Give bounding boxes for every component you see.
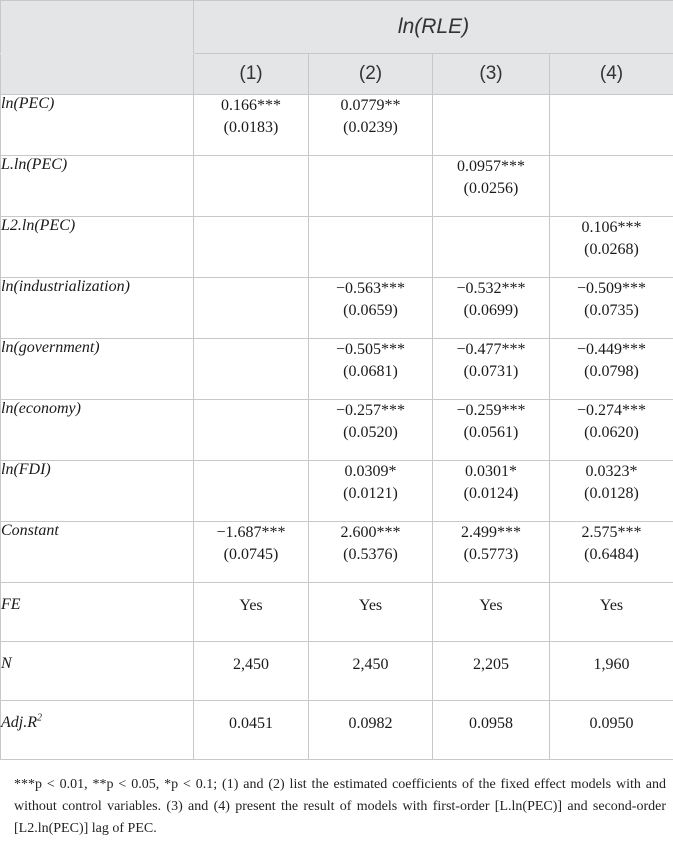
table-cell: 0.0451 xyxy=(194,701,309,760)
standard-error: (0.0256) xyxy=(463,180,519,197)
coefficient: 0.106*** xyxy=(581,219,642,236)
table-cell xyxy=(433,156,550,217)
table-cell xyxy=(194,522,309,583)
coefficient: −0.449*** xyxy=(576,341,647,358)
table-row xyxy=(1,278,673,339)
coefficient: 2.600*** xyxy=(340,524,401,541)
row-label-main: Adj.R xyxy=(1,714,37,731)
column-header: (3) xyxy=(433,54,550,95)
table-cell xyxy=(194,400,309,461)
table-cell: 2,450 xyxy=(194,642,309,701)
table-cell xyxy=(550,522,673,583)
table-cell xyxy=(550,461,673,522)
coefficient: −0.274*** xyxy=(576,402,647,419)
coefficient: 0.0779** xyxy=(340,97,401,114)
table-cell xyxy=(550,278,673,339)
row-label: L2.ln(PEC) xyxy=(1,217,194,278)
header-blank-cell xyxy=(1,1,194,54)
coefficient: −0.563*** xyxy=(335,280,406,297)
table-cell xyxy=(550,339,673,400)
coefficient: −1.687*** xyxy=(216,524,286,541)
table-cell xyxy=(309,156,433,217)
table-cell xyxy=(194,217,309,278)
row-label: Constant xyxy=(1,522,194,583)
dependent-variable-header: ln(RLE) xyxy=(194,1,673,54)
table-cell xyxy=(433,217,550,278)
standard-error: (0.0561) xyxy=(463,424,519,441)
summary-row-n xyxy=(1,642,673,701)
table-cell xyxy=(433,461,550,522)
coefficient: −0.532*** xyxy=(456,280,526,297)
row-label: ln(economy) xyxy=(1,400,194,461)
table-cell xyxy=(550,400,673,461)
standard-error: (0.0124) xyxy=(463,485,519,502)
table-cell xyxy=(194,339,309,400)
table-cell xyxy=(309,400,433,461)
coefficient: 0.166*** xyxy=(221,97,281,114)
table-cell: Yes xyxy=(309,583,433,642)
table-cell: 1,960 xyxy=(550,642,673,701)
table-cell xyxy=(309,339,433,400)
coefficient: −0.259*** xyxy=(456,402,526,419)
table-cell xyxy=(433,339,550,400)
row-label: N xyxy=(1,642,194,701)
table-row xyxy=(1,522,673,583)
table-row xyxy=(1,217,673,278)
table-row xyxy=(1,156,673,217)
table-cell xyxy=(309,278,433,339)
table-cell: 0.0982 xyxy=(309,701,433,760)
table-row xyxy=(1,95,673,156)
table-cell: Yes xyxy=(550,583,673,642)
summary-row-fe xyxy=(1,583,673,642)
row-label: ln(PEC) xyxy=(1,95,194,156)
row-label xyxy=(1,701,194,760)
table-cell xyxy=(194,278,309,339)
table-cell: Yes xyxy=(194,583,309,642)
standard-error: (0.0699) xyxy=(463,302,519,319)
table-cell: 2,205 xyxy=(433,642,550,701)
table-cell xyxy=(550,95,673,156)
table-row xyxy=(1,400,673,461)
table-cell: 0.0958 xyxy=(433,701,550,760)
coefficient: 0.0957*** xyxy=(457,158,525,175)
table-cell xyxy=(433,400,550,461)
coefficient: 2.575*** xyxy=(581,524,642,541)
table-cell xyxy=(309,217,433,278)
row-label: ln(FDI) xyxy=(1,461,194,522)
standard-error: (0.5376) xyxy=(343,546,398,563)
standard-error: (0.0239) xyxy=(343,119,398,136)
standard-error: (0.0735) xyxy=(584,302,639,319)
table-row xyxy=(1,461,673,522)
table-row xyxy=(1,339,673,400)
table-cell xyxy=(433,278,550,339)
table-cell: 2,450 xyxy=(309,642,433,701)
row-label: ln(industrialization) xyxy=(1,278,194,339)
standard-error: (0.5773) xyxy=(463,546,519,563)
standard-error: (0.0731) xyxy=(463,363,519,380)
coefficient: 2.499*** xyxy=(461,524,521,541)
summary-row-adj-r2 xyxy=(1,701,673,760)
coefficient: 0.0301* xyxy=(465,463,517,480)
coefficient: 0.0323* xyxy=(585,463,638,480)
table-cell xyxy=(309,522,433,583)
table-cell xyxy=(550,156,673,217)
table-cell xyxy=(550,217,673,278)
header-blank-cell xyxy=(1,54,194,95)
coefficient: −0.477*** xyxy=(456,341,526,358)
standard-error: (0.0520) xyxy=(343,424,398,441)
column-header: (4) xyxy=(550,54,673,95)
standard-error: (0.0268) xyxy=(584,241,639,258)
row-label: FE xyxy=(1,583,194,642)
row-label-superscript: 2 xyxy=(37,712,42,724)
coefficient: −0.505*** xyxy=(335,341,406,358)
table-cell xyxy=(194,95,309,156)
table-cell xyxy=(309,461,433,522)
standard-error: (0.6484) xyxy=(584,546,639,563)
coefficient: −0.257*** xyxy=(335,402,406,419)
table-cell: Yes xyxy=(433,583,550,642)
coefficient: 0.0309* xyxy=(344,463,397,480)
standard-error: (0.0745) xyxy=(223,546,279,563)
table-cell xyxy=(194,461,309,522)
table-footnote: ***p < 0.01, **p < 0.05, *p < 0.1; (1) and (2) list the estimated coefficients of the fixed effect models with and without control variables. (3) and (4) present the result of models with first-order [L.ln(PEC)] and second-order [L2.ln(PEC)] lag of PEC. xyxy=(14,777,666,836)
row-label: ln(government) xyxy=(1,339,194,400)
standard-error: (0.0798) xyxy=(584,363,639,380)
standard-error: (0.0659) xyxy=(343,302,398,319)
table-cell xyxy=(433,522,550,583)
standard-error: (0.0183) xyxy=(223,119,279,136)
column-header: (2) xyxy=(309,54,433,95)
standard-error: (0.0121) xyxy=(343,485,398,502)
table-cell xyxy=(433,95,550,156)
table-cell: 0.0950 xyxy=(550,701,673,760)
coefficient: −0.509*** xyxy=(576,280,647,297)
standard-error: (0.0681) xyxy=(343,363,398,380)
standard-error: (0.0128) xyxy=(584,485,639,502)
column-header: (1) xyxy=(194,54,309,95)
table-cell xyxy=(309,95,433,156)
standard-error: (0.0620) xyxy=(584,424,639,441)
table-cell xyxy=(194,156,309,217)
row-label: L.ln(PEC) xyxy=(1,156,194,217)
